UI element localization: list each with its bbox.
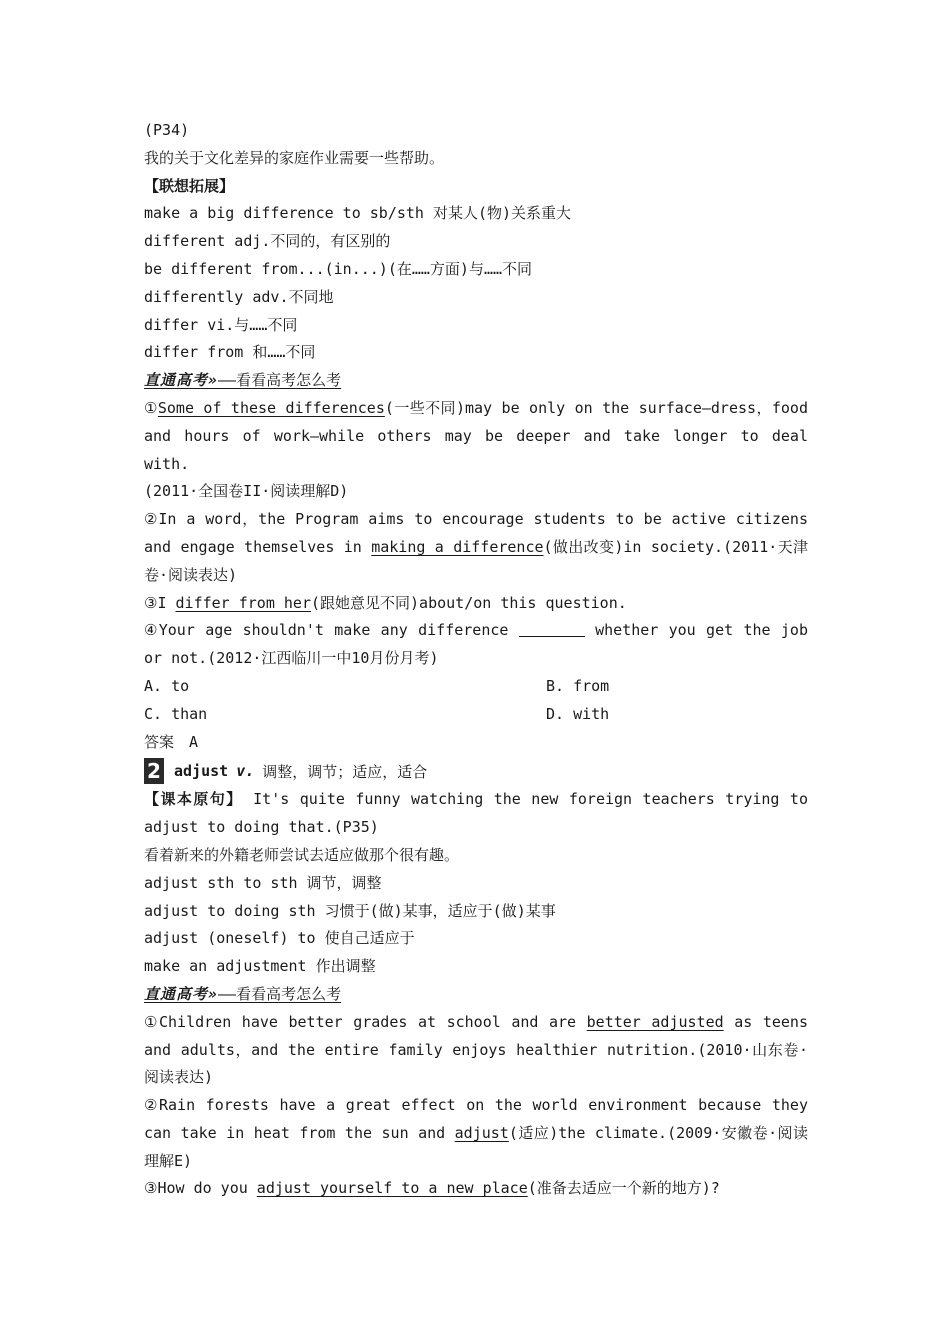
expand-item: make a big difference to sb/sth 对某人(物)关系重大: [144, 204, 572, 223]
underlined-phrase: Some of these differences: [157, 398, 385, 417]
expand-item: different adj.不同的，有区别的: [144, 232, 391, 251]
phrase-item: adjust (oneself) to 使自己适应于: [144, 929, 415, 948]
phrase-item: adjust to doing sth 习惯于(做)某事，适应于(做)某事: [144, 901, 556, 920]
document-page: [144, 117, 808, 1203]
options-row: [144, 701, 808, 729]
expand-item: be different from...(in...)(在……方面)与……不同: [144, 259, 533, 278]
underlined-phrase: better adjusted: [586, 1012, 724, 1031]
example-4: ④Your age shouldn't make any difference whether you get the job or not.(2012·江西临川一中10月份月考): [144, 621, 808, 668]
word-entry-header: [144, 756, 808, 786]
underlined-phrase: making a difference: [371, 537, 544, 556]
gaokao-subtitle: ——看看高考怎么考: [218, 984, 342, 1003]
option-d: D. with: [546, 704, 610, 723]
phrase-item: make an adjustment 作出调整: [144, 957, 376, 976]
gaokao-heading: [144, 367, 808, 395]
expand-item: differently adv.不同地: [144, 287, 334, 306]
gaokao-tag: 直通高考»: [144, 371, 219, 390]
option-b: B. from: [546, 676, 610, 695]
underlined-phrase: differ from her: [175, 593, 311, 612]
gaokao-heading: [144, 981, 808, 1009]
page-ref: (P34): [144, 121, 190, 139]
entry-meaning: 调整，调节；适应，适合: [262, 762, 428, 781]
answer-line: 答案 A: [144, 732, 199, 751]
example-3: ③I differ from her(跟她意见不同)about/on this question.: [144, 593, 627, 612]
expand-item: differ from 和……不同: [144, 343, 316, 362]
textbook-sentence: 【课本原句】 It's quite funny watching the new foreign teachers trying to adjust to doing that.(P35): [144, 790, 808, 837]
underlined-phrase: adjust yourself to a new place: [256, 1179, 528, 1198]
entry-word: adjust: [174, 762, 229, 781]
gaokao-subtitle: ——看看高考怎么考: [218, 371, 342, 390]
source-note: (2011·全国卷II·阅读理解D): [144, 482, 349, 501]
option-a: A. to: [144, 676, 190, 695]
gaokao-tag: 直通高考»: [144, 984, 219, 1003]
translation-line: 我的关于文化差异的家庭作业需要一些帮助。: [144, 148, 445, 167]
options-row: [144, 673, 808, 701]
answer-blank: [519, 622, 585, 637]
entry-pos: v.: [236, 762, 255, 781]
example-2: ②Rain forests have a great effect on the world environment because they can take in heat from the sun and adjust(适应)the climate.(2009·安徽卷·阅读理解E): [144, 1096, 808, 1170]
translation-line: 看着新来的外籍老师尝试去适应做那个很有趣。: [144, 845, 460, 864]
option-c: C. than: [144, 704, 208, 723]
example-1: ①Children have better grades at school and are better adjusted as teens and adults，and the entire family enjoys healthier nutrition.(2010·山东卷·阅读表达): [144, 1012, 808, 1087]
underlined-phrase: adjust: [454, 1123, 509, 1142]
entry-number-badge: 2: [144, 758, 164, 784]
expand-heading: 【联想拓展】: [144, 176, 235, 195]
example-1: ①Some of these differences(一些不同)may be only on the surface—dress，food and hours of work—while others may be deeper and take longer to deal with. (2011·全国卷II·阅读理解D): [144, 398, 808, 501]
example-3: ③How do you adjust yourself to a new place(准备去适应一个新的地方)?: [144, 1179, 720, 1198]
phrase-item: adjust sth to sth 调节，调整: [144, 873, 382, 892]
expand-item: differ vi.与……不同: [144, 315, 298, 334]
example-2: ②In a word，the Program aims to encourage students to be active citizens and engage themselves in making a difference(做出改变)in society.(2011·天津卷·阅读表达): [144, 510, 808, 584]
origin-tag: 【课本原句】: [144, 790, 243, 809]
